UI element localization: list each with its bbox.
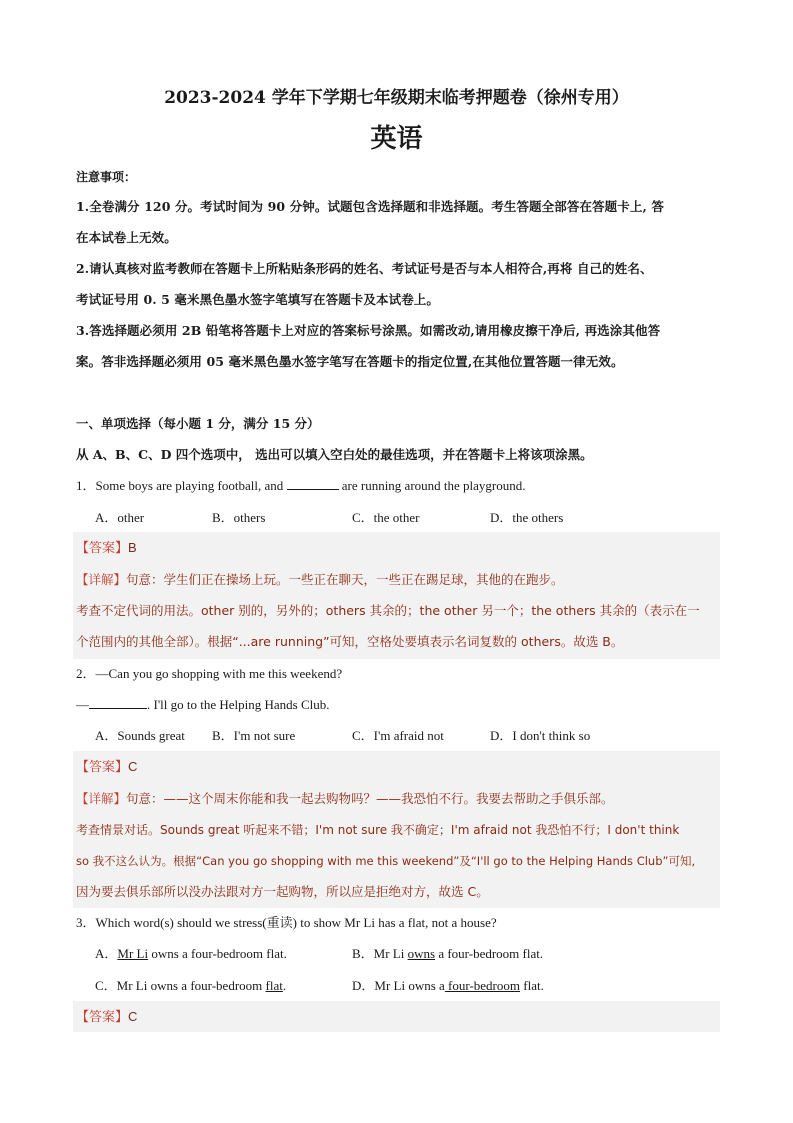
q3-option-a: A．Mr Li owns a four-bedroom flat. xyxy=(95,946,287,961)
q2-option-a: A．Sounds great xyxy=(95,728,185,743)
notice-line: 1.全卷满分 120 分。考试时间为 90 分钟。试题包含选择题和非选择题。考生答题全部答在答题卡上, 答 xyxy=(76,199,664,214)
q1-explanation-line: 个范围内的其他全部）。根据“...are running”可知，空格处要填表示名词复数的 others。故选 B。 xyxy=(76,634,624,649)
notice-line: 在本试卷上无效。 xyxy=(76,230,177,245)
q1-option-a: A．other xyxy=(95,510,145,525)
q1-explanation-line: 考查不定代词的用法。other 别的，另外的；others 其余的；the other 另一个；the others 其余的（表示在一 xyxy=(76,603,700,618)
q3-option-d: D．Mr Li owns a four-bedroom flat. xyxy=(352,978,544,993)
section-instruction: 从 A、B、C、D 四个选项中， 选出可以填入空白处的最佳选项，并在答题卡上将该项涂黑。 xyxy=(76,447,593,462)
q1-option-b: B．others xyxy=(212,510,266,525)
section-heading: 一、单项选择（每小题 1 分，满分 15 分） xyxy=(76,416,320,431)
question-2-stem: 2．—Can you go shopping with me this weekend? xyxy=(76,666,343,681)
q2-explanation-line: so 我不这么认为。根据“Can you go shopping with me this weekend”及“I'll go to the Helping Hands Club”可知, xyxy=(76,854,696,868)
notice-line: 案。答非选择题必须用 05 毫米黑色墨水签字笔写在答题卡的指定位置,在其他位置答题一律无效。 xyxy=(76,354,624,369)
exam-title: 2023-2024 学年下学期七年级期末临考押题卷（徐州专用） xyxy=(164,88,629,108)
q3-option-b: B．Mr Li owns a four-bedroom flat. xyxy=(352,946,544,961)
notice-line: 考试证号用 0. 5 毫米黑色墨水签字笔填写在答题卡及本试卷上。 xyxy=(76,292,440,307)
subject-title: 英语 xyxy=(370,124,423,154)
question-1-stem: 1．Some boys are playing football, and are running around the playground. xyxy=(76,478,526,493)
answer-blank xyxy=(287,476,339,490)
q2-option-b: B．I'm not sure xyxy=(212,728,296,743)
q1-explanation: 【详解】句意：学生们正在操场上玩。一些正在聊天，一些正在踢足球，其他的在跑步。 xyxy=(76,572,564,587)
q2-answer: 【答案】C xyxy=(76,759,138,775)
answer-blank xyxy=(89,695,147,709)
question-3-stem: 3．Which word(s) should we stress(重读) to show Mr Li has a flat, not a house? xyxy=(76,915,497,930)
q2-option-c: C．I'm afraid not xyxy=(352,728,444,743)
q2-explanation-line: 考查情景对话。Sounds great 听起来不错；I'm not sure 我不确定；I'm afraid not 我恐怕不行；I don't think xyxy=(76,823,680,837)
q2-option-d: D．I don't think so xyxy=(490,728,591,743)
q1-answer: 【答案】B xyxy=(76,540,137,556)
notice-line: 3.答选择题必须用 2B 铅笔将答题卡上对应的答案标号涂黑。如需改动,请用橡皮擦干净后, 再选涂其他答 xyxy=(76,323,661,338)
q2-explanation-line: 因为要去俱乐部所以没办法跟对方一起购物，所以应是拒绝对方，故选 C。 xyxy=(76,884,489,899)
notice-heading: 注意事项： xyxy=(76,170,137,184)
q3-option-c: C．Mr Li owns a four-bedroom flat. xyxy=(95,978,287,993)
q1-option-c: C．the other xyxy=(352,510,420,525)
question-2-response: — . I'll go to the Helping Hands Club. xyxy=(76,697,330,712)
q3-answer: 【答案】C xyxy=(76,1009,138,1025)
notice-line: 2.请认真核对监考教师在答题卡上所粘贴条形码的姓名、考试证号是否与本人相符合,再将 自己的姓名、 xyxy=(76,261,653,276)
q1-option-d: D．the others xyxy=(490,510,564,525)
q3-answer-band xyxy=(73,1001,720,1032)
q2-explanation: 【详解】句意：——这个周末你能和我一起去购物吗？——我恐怕不行。我要去帮助之手俱乐部。 xyxy=(76,791,614,806)
